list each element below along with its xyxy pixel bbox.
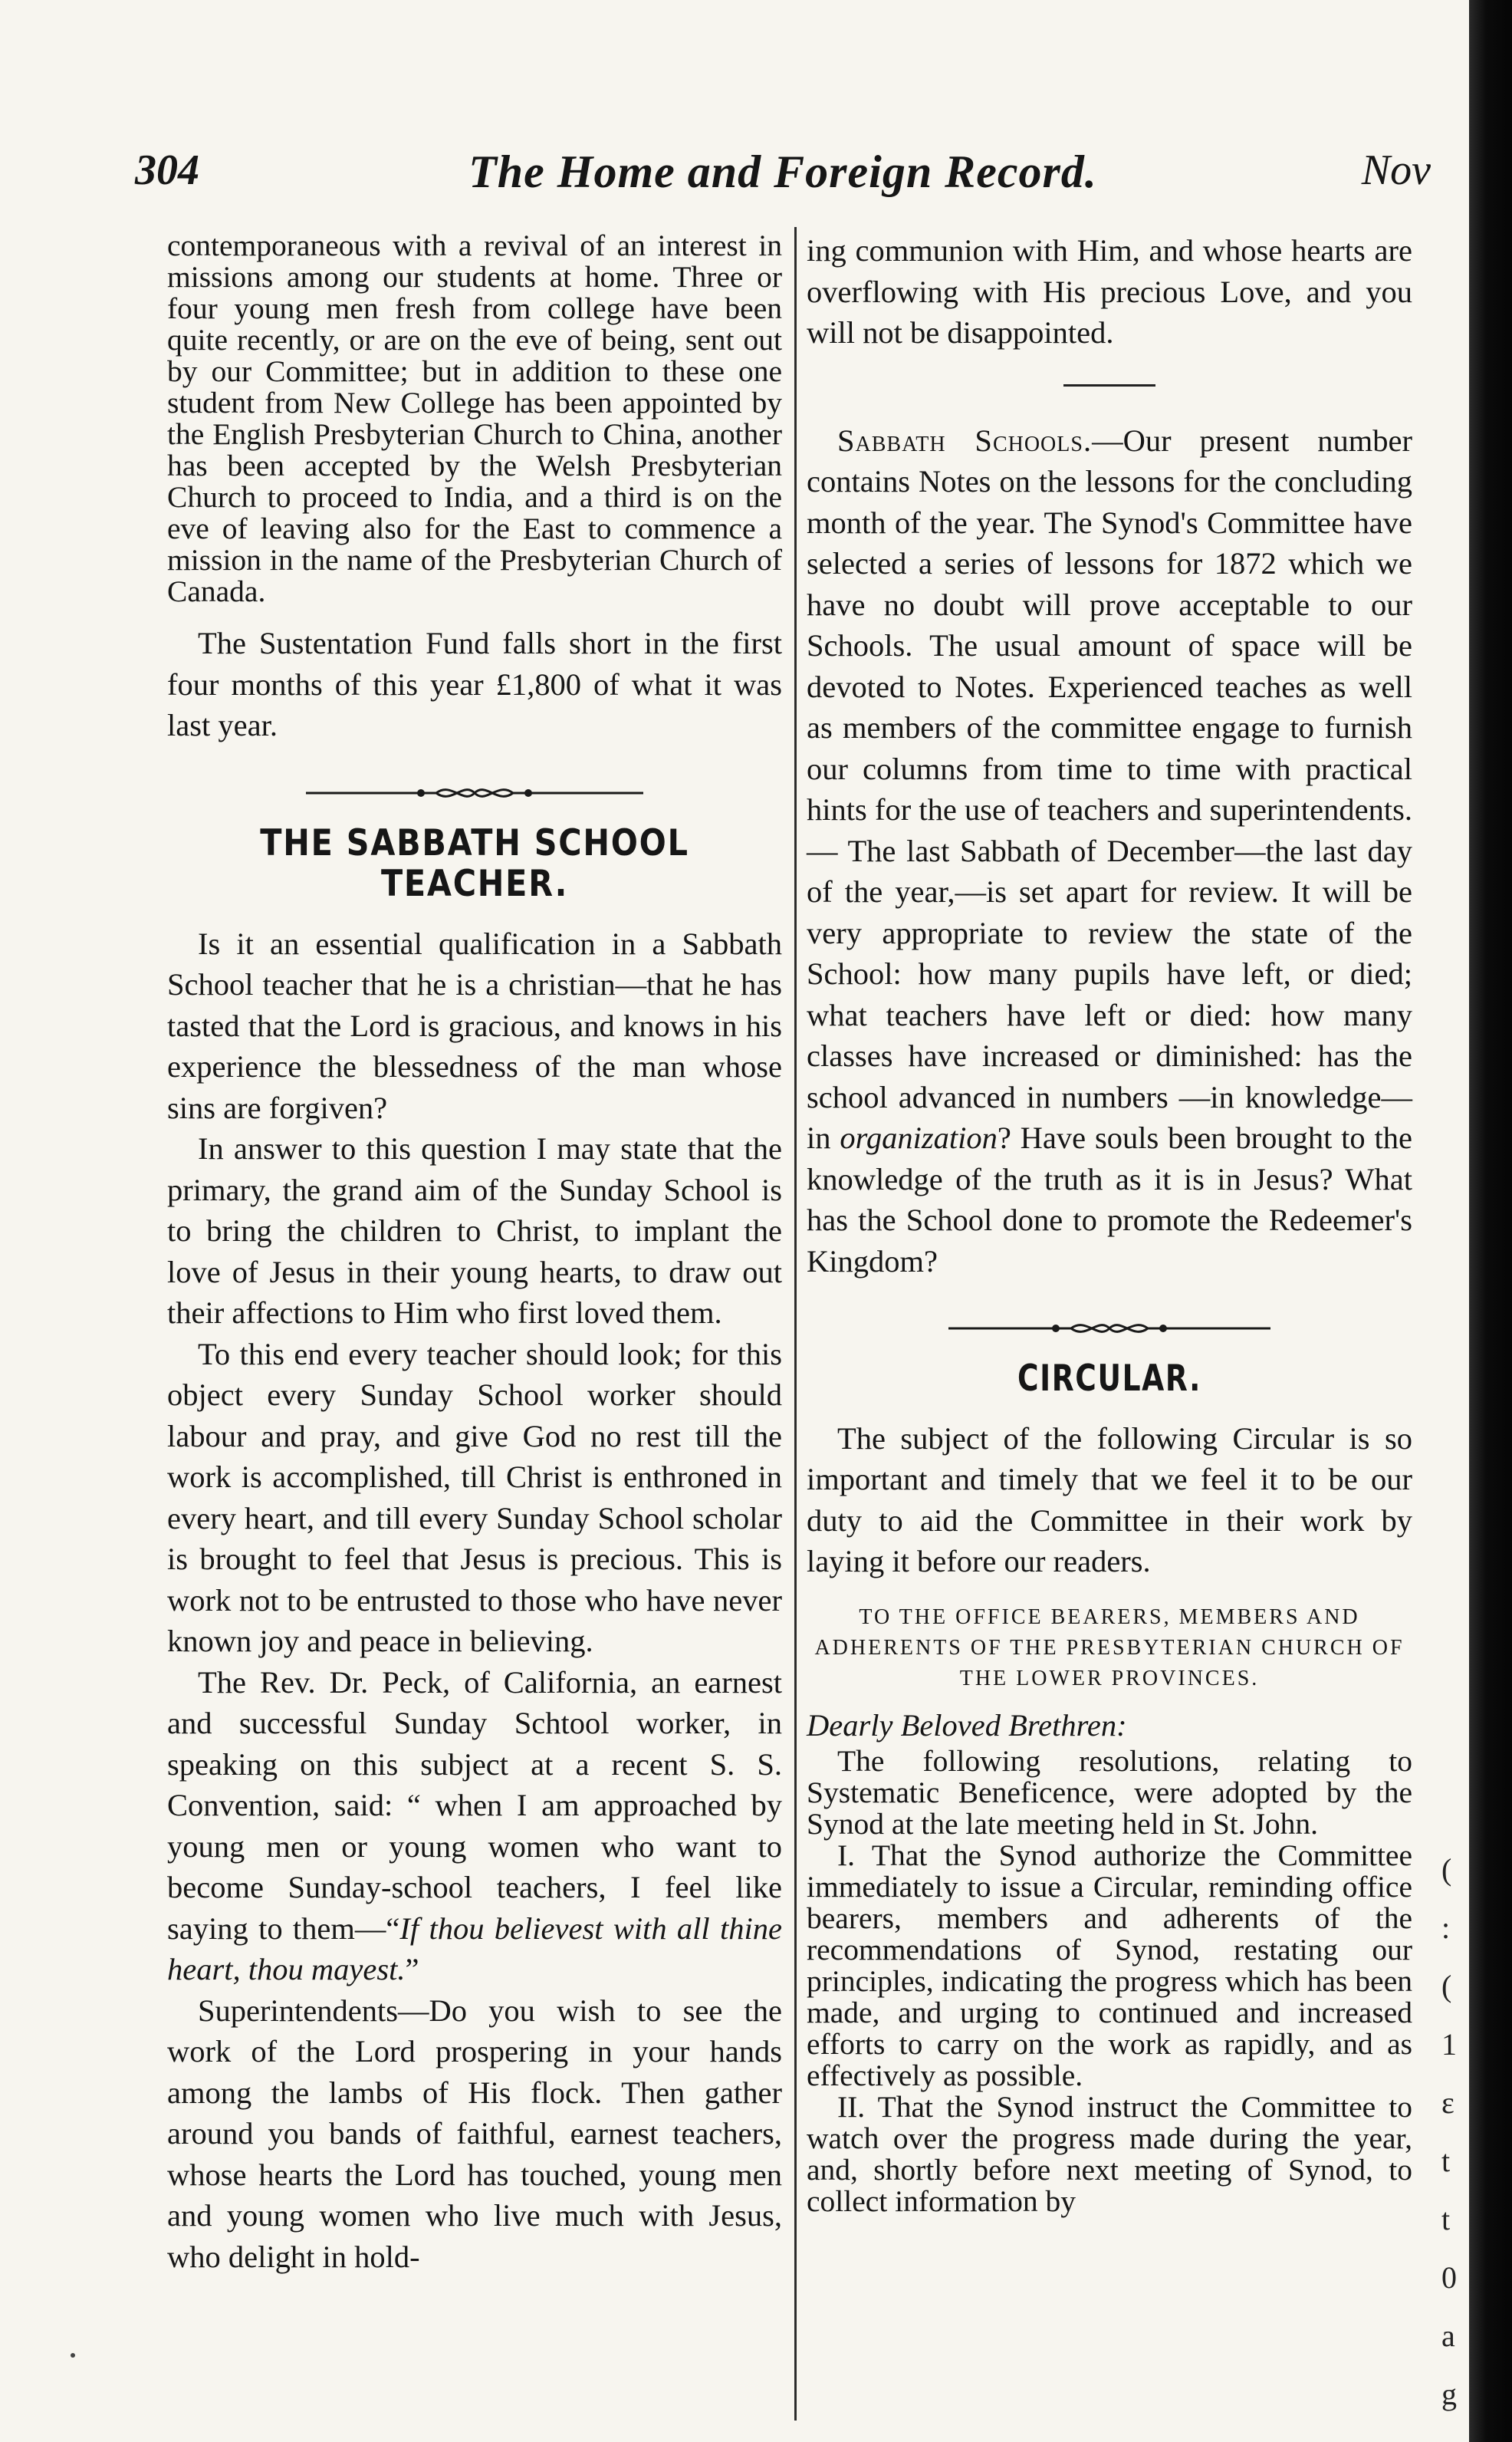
answer-paragraph: In answer to this question I may state that the primary, the grand aim of the Sunday School is to bring the children to Christ, to implant the love of Jesus in their young hearts, to draw out their affections to Him who first loved them.: [167, 1131, 782, 1330]
margin-fragments: [1441, 1841, 1464, 2424]
circular-intro-paragraph: The subject of the following Circular is so important and timely that we feel it to be our duty to aid the Committee in their work by laying it before our readers.: [807, 1420, 1412, 1578]
ornament-divider: [306, 782, 643, 805]
margin-fragment: ε: [1441, 2085, 1454, 2120]
sabbath-schools-lead: Sabbath Schools.: [837, 423, 1093, 458]
teacher-duty-paragraph: To this end every teacher should look; for this object every Sunday School worker should labour and pray, and give God no rest till the work is accomplished, till Christ is enthroned in every heart, and till every Sunday School scholar is brought to feel that Jesus is precious. This is work not to be entrusted to those who have never known joy and peace in believing.: [167, 1336, 782, 1658]
journal-title: The Home and Foreign Record.: [468, 146, 1097, 197]
margin-fragment: 1: [1441, 2027, 1457, 2062]
salutation: Dearly Beloved Brethren:: [807, 1707, 1127, 1743]
superintendents-paragraph: Superintendents—Do you wish to see the work of the Lord prospering in your hands among the lambs of His flock. Then gather around you bands of faithful, earnest teachers, whose hearts the Lord has touched, young men and young women who live much with Jesus, who delight in hold-: [167, 1993, 782, 2274]
article-heading: THE SABBATH SCHOOL TEACHER.: [260, 821, 689, 905]
dr-peck-text: The Rev. Dr. Peck, of California, an earnest and successful Sunday Schtool worker, in speaking on this subject at a recent S. S. Convention, said: “ when I am approached by young men or young women who want to become Sunday-school teachers, I feel like saying to them—“: [167, 1664, 782, 1946]
resolutions-intro: The following resolutions, relating to Systematic Beneficence, were adopted by the Synod at the late meeting held in St. John.: [807, 1744, 1412, 1841]
continuation-paragraph: ing communion with Him, and whose hearts are overflowing with His precious Love, and you will not be disappointed.: [807, 233, 1412, 350]
page-number: 304: [135, 146, 199, 194]
dr-peck-paragraph: [167, 1662, 782, 1990]
circular-heading: CIRCULAR.: [1017, 1358, 1202, 1400]
dr-peck-quote: If thou believest with all thine heart, thou mayest.: [167, 1910, 783, 1986]
margin-fragment: 0: [1441, 2260, 1457, 2295]
margin-fragment: :: [1441, 1910, 1451, 1945]
margin-fragment: (: [1441, 1852, 1452, 1887]
left-column: [167, 230, 782, 2277]
sustentation-fund-paragraph: The Sustentation Fund falls short in the first four months of this year £1,800 of what it was last year.: [167, 626, 782, 742]
resolution-2: II. That the Synod instruct the Committee to watch over the progress made during the year, and, shortly before next meeting of Synod, to collect information by: [807, 2090, 1412, 2218]
missions-paragraph: contemporaneous with a revival of an interest in missions among our students at home. Three or four young men fresh from college have been quite recently, or are on the eve of being, sent out by our Committee; but in addition to these one student from New College has been appointed by the English Presbyterian Church to China, another has been accepted by the Welsh Presbyterian Church to proceed to India, and a third is on the eve of leaving also for the East to commence a mission in the name of the Presbyterian Church of Canada.: [167, 229, 782, 608]
margin-fragment: t: [1441, 2144, 1451, 2178]
column-divider: [794, 227, 797, 2421]
ornament-divider: [948, 1317, 1270, 1340]
margin-fragment: g: [1441, 2377, 1457, 2411]
margin-fragment: a: [1441, 2319, 1455, 2353]
sabbath-schools-text-a: —Our present number contains Notes on the lessons for the concluding month of the year. The Synod's Committee have selected a series of lessons for 1872 which we have no doubt will prove acceptable to our Schools. The usual amount of space will be devoted to Notes. Experienced teaches as well as members of the committee engage to furnish our columns from time to time with practical hints for the use of teachers and superintendents.— The last Sabbath of December—the last day of the year,—is set apart for review. It will be very appropriate to review the state of the School: how many pupils have left, or died; what teachers have left or died: how many classes have increased or diminished: has the school advanced in numbers —in knowledge—in: [807, 423, 1413, 1155]
header-month: Nov: [1361, 146, 1431, 194]
short-rule: [1063, 384, 1155, 387]
scan-binding-edge: [1469, 0, 1512, 2442]
sabbath-schools-paragraph: [807, 420, 1412, 1282]
scan-speck: [71, 2353, 75, 2358]
running-header: [135, 146, 1431, 207]
margin-fragment: t: [1441, 2202, 1451, 2236]
sabbath-schools-emphasis: organization: [840, 1121, 998, 1155]
right-column: [807, 230, 1412, 2217]
sabbath-schools-text-b: ? Have souls been brought to the knowledge of the truth as it is in Jesus? What has the School done to promote the Redeemer's Kingdom?: [807, 1121, 1412, 1279]
resolution-1: I. That the Synod authorize the Committee immediately to issue a Circular, reminding office bearers, members and adherents of the recommendations of Synod, restating our principles, indicating the progress which has been made, and urging to continued and increased efforts to carry on the work as rapidly, and as effectively as possible.: [807, 1838, 1412, 2092]
circular-address: TO THE OFFICE BEARERS, MEMBERS AND ADHERENTS OF THE PRESBYTERIAN CHURCH OF THE LOWER PROVINCES.: [814, 1604, 1405, 1690]
dr-peck-close-quote: ”: [405, 1952, 419, 1986]
margin-fragment: (: [1441, 1969, 1452, 2003]
question-paragraph: Is it an essential qualification in a Sabbath School teacher that he is a christian—that he has tasted that the Lord is gracious, and knows in his experience the blessedness of the man whose sins are forgiven?: [167, 926, 782, 1125]
